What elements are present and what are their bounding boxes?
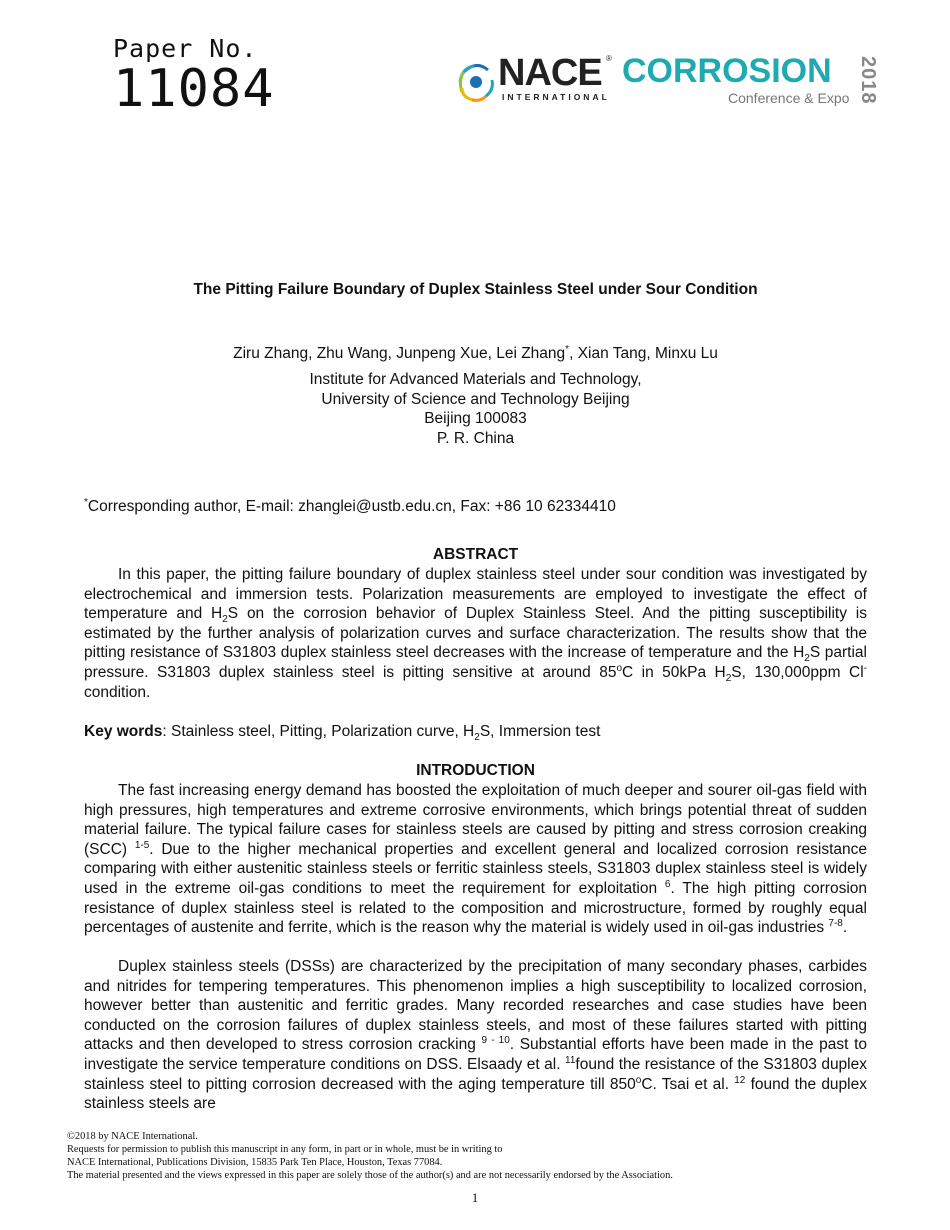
citation-ref: 9 - 10: [481, 1035, 510, 1047]
intro-text: found the duplex stainless steels are: [84, 1075, 867, 1113]
keywords-label: Key words: [84, 723, 163, 740]
abstract-text: S on the corrosion behavior of Duplex Stainless Steel. And the pitting susceptibility is estimated by the further analysis of polarization curves and surface characterization. The results show that the pitting resistance of S31803 duplex stainless steel decreases with the increase of temperature and the H: [84, 605, 867, 662]
intro-text: C. Tsai et al.: [641, 1075, 735, 1093]
corrosion-wordmark: CORROSION: [622, 52, 832, 90]
logo-year: 2018: [857, 56, 879, 105]
paper-number-block: [113, 34, 275, 119]
paper-number: 11084: [113, 59, 275, 119]
corresponding-star: *: [84, 496, 88, 508]
abstract-text: S, 130,000ppm Cl: [731, 663, 864, 681]
affiliation-line: Institute for Advanced Materials and Technology,: [309, 371, 642, 388]
keywords-text: : Stainless steel, Pitting, Polarization curve, H: [162, 723, 475, 740]
abstract-text: C in 50kPa H: [622, 663, 726, 681]
subscript: 2: [222, 614, 228, 626]
introduction-paragraph-2: [84, 957, 867, 1114]
conference-expo-label: Conference & Expo: [728, 90, 850, 106]
citation-ref: 12: [734, 1074, 746, 1086]
affiliation-line: P. R. China: [436, 429, 515, 447]
intro-text: Duplex stainless steels (DSSs) are characterized by the precipitation of many secondary phases, carbides and nitrides for tempering temperatures. This phenomenon implies a high susceptibility to localized corrosion, however better than austenitic and ferritic grades. Many recorded researches and case studies have been conducted on the corrosion failures of duplex stainless steels, and most of these failures started with pitting attacks and then developed to stress corrosion cracking: [84, 958, 867, 1054]
keywords-text: S, Immersion test: [479, 723, 601, 740]
footer-line: ©2018 by NACE International.: [67, 1131, 198, 1142]
footer-line: NACE International, Publications Division, 15835 Park Ten Place, Houston, Texas 77084.: [67, 1157, 443, 1168]
citation-ref: 11: [565, 1054, 576, 1066]
superscript: o: [635, 1074, 642, 1086]
abstract-text: In this paper, the pitting failure boundary of duplex stainless steel under sour condition was investigated by electrochemical and immersion tests. Polarization measurements are employed to investigate the effect of temperature and H: [84, 566, 867, 623]
corresponding-author: [84, 497, 867, 517]
registered-icon: ®: [606, 54, 612, 63]
nace-wordmark: NACE: [498, 52, 602, 94]
abstract-body: [84, 565, 867, 702]
intro-text: . Substantial efforts have been made in the past to investigate the service temperature conditions on DSS. Elsaady et al.: [84, 1036, 868, 1073]
author-list: [84, 345, 867, 363]
corresponding-star: *: [565, 343, 570, 355]
author-names-b: , Xian Tang, Minxu Lu: [569, 345, 718, 362]
page-number: 1: [471, 1190, 479, 1205]
subscript: 2: [474, 732, 480, 744]
superscript: -: [863, 662, 867, 674]
affiliation: [84, 370, 867, 448]
nace-subtitle: INTERNATIONAL: [502, 92, 610, 102]
abstract-heading: ABSTRACT: [432, 546, 519, 563]
subscript: 2: [804, 653, 810, 665]
intro-text: .: [842, 919, 848, 937]
subscript: 2: [725, 673, 732, 685]
intro-text: . Due to the higher mechanical properties and excellent general and localized corrosion resistance comparing with either austenitic stainless steels or ferritic stainless steels, S31803 duplex stainless steel is widely used in the extreme oil-gas conditions to meet the requirement for exploitation: [84, 840, 868, 897]
copyright-footer: [67, 1130, 847, 1182]
intro-text: found the resistance of the S31803 duplex stainless steel to pitting corrosion decreased with the aging temperature till 850: [84, 1055, 867, 1093]
citation-ref: 7-8: [828, 918, 843, 929]
corresponding-text: Corresponding author, E-mail: zhanglei@ustb.edu.cn, Fax: +86 10 62334410: [87, 498, 616, 515]
nace-globe-icon: [456, 58, 496, 106]
paper-title: The Pitting Failure Boundary of Duplex Stainless Steel under Sour Condition: [193, 281, 758, 298]
citation-ref: 1-5: [134, 839, 150, 851]
abstract-text: condition.: [84, 683, 151, 701]
superscript: o: [616, 662, 623, 674]
introduction-paragraph-1: [84, 781, 867, 938]
affiliation-line: Beijing 100083: [424, 410, 527, 427]
affiliation-line: University of Science and Technology Beijing: [321, 390, 630, 408]
intro-text: . The high pitting corrosion resistance of duplex stainless steel is related to the composition and microstructure, formed by roughly equal percentages of austenite and ferrite, which is the reason why the material is widely used in oil-gas industries: [84, 879, 867, 937]
footer-line: The material presented and the views expressed in this paper are solely those of the author(s) and are not necessarily endorsed by the Association.: [67, 1170, 673, 1181]
footer-line: Requests for permission to publish this manuscript in any form, in part or in whole, must be in writing to: [67, 1144, 503, 1155]
paper-label: Paper No.: [113, 34, 258, 63]
abstract-text: S partial pressure. S31803 duplex stainless steel is pitting sensitive at around 85: [84, 644, 867, 681]
citation-ref: 6: [664, 878, 671, 890]
keywords: [84, 722, 867, 742]
introduction-heading: INTRODUCTION: [416, 762, 535, 779]
author-names-a: Ziru Zhang, Zhu Wang, Junpeng Xue, Lei Zhang: [233, 345, 566, 362]
nace-corrosion-logo: [456, 52, 896, 112]
intro-text: The fast increasing energy demand has boosted the exploitation of much deeper and sourer oil-gas field with high pressures, high temperatures and extreme corrosive environments, which brings potential threat of sudden material failure. The typical failure cases for stainless steels are caused by pitting and stress corrosion creaking (SCC): [84, 782, 867, 858]
